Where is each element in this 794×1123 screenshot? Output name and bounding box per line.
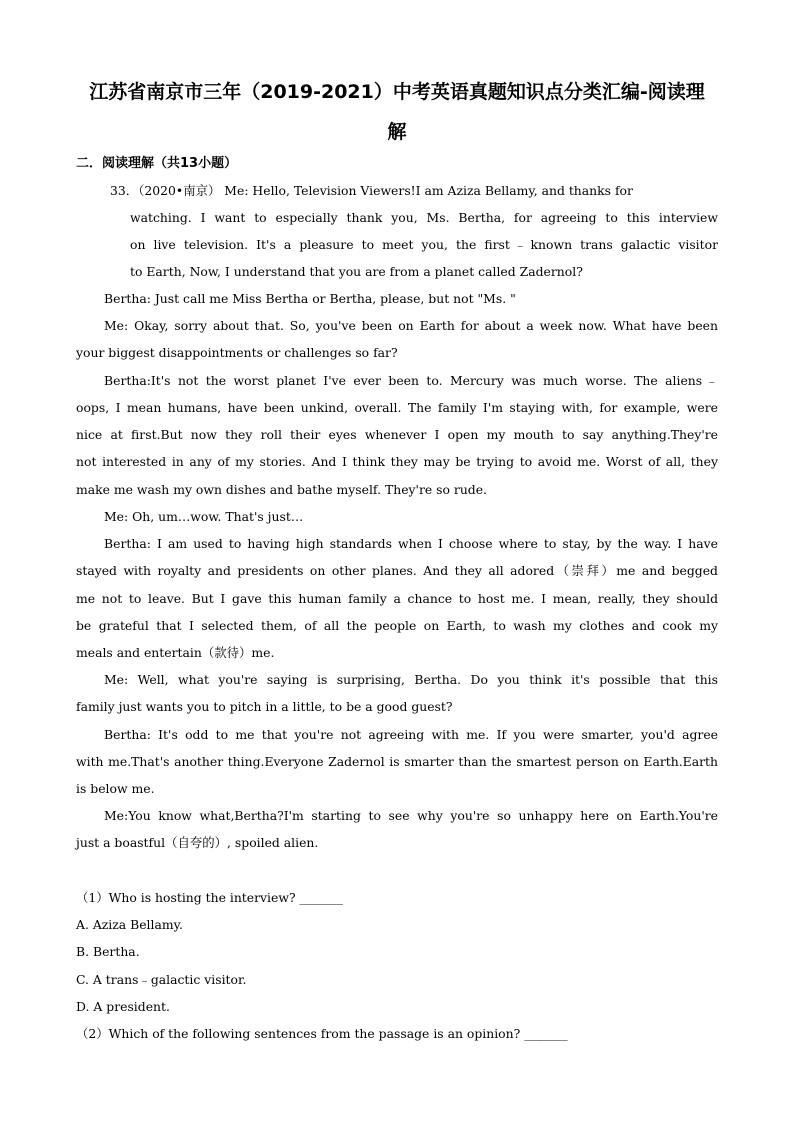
option-d: D. A president. [76, 999, 170, 1014]
passage-line: Bertha: It's odd to me that you're not agreeing with me. If you were smarter, you'd agree [104, 727, 718, 742]
passage-line: Me: Oh, um…wow. That's just… [104, 509, 304, 524]
document-title [70, 72, 724, 152]
passage-line: Bertha: I am used to having high standards when I choose where to stay, by the way. I have [104, 536, 718, 551]
passage-line: is below me. [76, 781, 155, 796]
passage-line: not interested in any of my stories. And I think they may be trying to avoid me. Worst of all, they [76, 454, 718, 469]
passage-line: Me: Okay, sorry about that. So, you've been on Earth for about a week now. What have been [104, 318, 718, 333]
option-b: B. Bertha. [76, 944, 140, 959]
option-c: C. A trans﹣galactic visitor. [76, 972, 247, 987]
title-line-2: 解 [387, 121, 407, 143]
question-1: （1）Who is hosting the interview? _______ [76, 890, 343, 905]
passage-line: watching. I want to especially thank you, Ms. Bertha, for agreeing to this interview [130, 210, 718, 225]
question-33-header: 33．（2020•南京） Me: Hello, Television Viewers!I am Aziza Bellamy, and thanks for [110, 183, 633, 198]
passage-line: make me wash my own dishes and bathe myself. They're so rude. [76, 482, 487, 497]
passage-line: Me:You know what,Bertha?I'm starting to see why you're so unhappy here on Earth.You're [104, 808, 718, 823]
passage-line: stayed with royalty and presidents on other planes. And they all adored（崇拜）me and begged [76, 563, 718, 578]
passage-line: Bertha:It's not the worst planet I've ever been to. Mercury was much worse. The aliens﹣ [104, 373, 718, 388]
passage-line: nice at first.But now they roll their eyes whenever I open my mouth to say anything.They're [76, 427, 718, 442]
passage-line: Me: Well, what you're saying is surprising, Bertha. Do you think it's possible that this [104, 672, 718, 687]
passage-line: me not to leave. But I gave this human family a chance to host me. I mean, really, they should [76, 591, 718, 606]
passage-line: be grateful that I selected them, of all the people on Earth, to wash my clothes and cook my [76, 618, 718, 633]
question-2: （2）Which of the following sentences from the passage is an opinion? _______ [76, 1026, 568, 1041]
passage-line: with me.That's another thing.Everyone Zadernol is smarter than the smartest person on Earth.Earth [76, 754, 718, 769]
passage-line: family just wants you to pitch in a little, to be a good guest? [76, 699, 453, 714]
section-heading: 二．阅读理解（共13小题） [76, 156, 238, 171]
option-a: A. Aziza Bellamy. [76, 917, 183, 932]
passage-line: your biggest disappointments or challenges so far? [76, 345, 398, 360]
passage-line: to Earth, Now, I understand that you are from a planet called Zadernol? [130, 264, 583, 279]
passage-line: oops, I mean humans, have been unkind, overall. The family I'm staying with, for example, were [76, 400, 718, 415]
title-line-1: 江苏省南京市三年（2019-2021）中考英语真题知识点分类汇编-阅读理 [89, 81, 705, 103]
passage-line: just a boastful（自夸的）, spoiled alien. [76, 835, 319, 850]
passage-line: on live television. It's a pleasure to meet you, the first﹣known trans galactic visitor [130, 237, 718, 252]
passage-line: Bertha: Just call me Miss Bertha or Bertha, please, but not "Ms. " [104, 291, 516, 306]
passage-line: meals and entertain（款待）me. [76, 645, 275, 660]
